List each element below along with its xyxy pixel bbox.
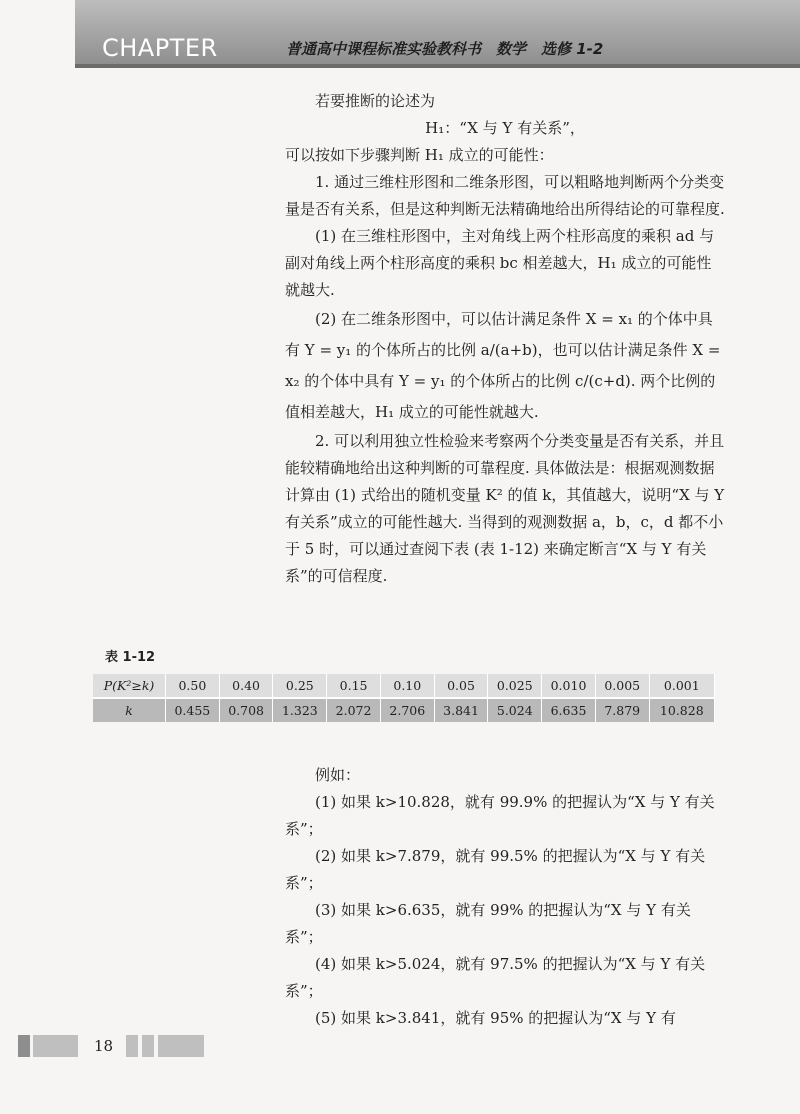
table-cell: 0.10 — [380, 674, 434, 698]
table-cell: 0.15 — [327, 674, 381, 698]
table-cell: 1.323 — [273, 698, 327, 722]
example-item: (1) 如果 k>10.828，就有 99.9% 的把握认为“X 与 Y 有关系”； — [285, 793, 715, 838]
table-cell: 0.50 — [166, 674, 220, 698]
table-row-k — [93, 698, 715, 722]
table-cell: 0.40 — [219, 674, 273, 698]
footer-block — [33, 1035, 78, 1057]
example-item: (2) 如果 k>7.879，就有 99.5% 的把握认为“X 与 Y 有关系”； — [285, 847, 706, 892]
paragraph-step-1: 1. 通过三维柱形图和二维条形图，可以粗略地判断两个分类变量是否有关系，但是这种判断无法精确地给出所得结论的可靠程度. — [285, 173, 725, 218]
chapter-label: CHAPTER — [102, 34, 218, 62]
examples-intro: 例如： — [315, 766, 361, 784]
table-cell: 7.879 — [595, 698, 649, 722]
hypothesis-h1: H₁：“X 与 Y 有关系”， — [425, 119, 585, 137]
footer-block — [142, 1035, 154, 1057]
table-cell: 5.024 — [488, 698, 542, 722]
table-cell: 0.025 — [488, 674, 542, 698]
critical-value-table — [93, 674, 715, 722]
table-cell: 3.841 — [434, 698, 488, 722]
table-cell: 0.05 — [434, 674, 488, 698]
footer-block — [158, 1035, 204, 1057]
table-cell: 2.072 — [327, 698, 381, 722]
paragraph-3d-chart: (1) 在三维柱形图中，主对角线上两个柱形高度的乘积 ad 与副对角线上两个柱形高度的乘积 bc 相差越大，H₁ 成立的可能性就越大. — [285, 227, 715, 299]
table-head-probability: P(K²≥k) — [93, 674, 166, 698]
example-item: (3) 如果 k>6.635，就有 99% 的把握认为“X 与 Y 有关系”； — [285, 901, 691, 946]
table-cell: 0.25 — [273, 674, 327, 698]
table-cell: 10.828 — [649, 698, 714, 722]
table-cell: 0.455 — [166, 698, 220, 722]
body-text-top — [285, 88, 725, 590]
page-number: 18 — [94, 1037, 114, 1055]
book-title: 普通高中课程标准实验教科书 数学 选修 1-2 — [286, 40, 604, 58]
footer-block — [18, 1035, 30, 1057]
example-item: (4) 如果 k>5.024，就有 97.5% 的把握认为“X 与 Y 有关系”； — [285, 955, 706, 1000]
footer-block — [126, 1035, 138, 1057]
table-row-probability — [93, 674, 715, 698]
table-cell: 0.010 — [542, 674, 596, 698]
table-cell: 0.001 — [649, 674, 714, 698]
paragraph-step-2: 2. 可以利用独立性检验来考察两个分类变量是否有关系，并且能较精确地给出这种判断的可靠程度. 具体做法是：根据观测数据计算由 (1) 式给出的随机变量 K² 的值 k，其值越大，说明“X 与 Y 有关系”成立的可能性越大. 当得到的观测数据 a，b，c，d 都不小于 5 时，可以通过查阅下表 (表 1-12) 来确定断言“X 与 Y 有关系”的可信程度. — [285, 432, 725, 585]
table-cell: 6.635 — [542, 698, 596, 722]
paragraph-2d-chart: (2) 在二维条形图中，可以估计满足条件 X = x₁ 的个体中具有 Y = y₁ 的个体所占的比例 a/(a+b)，也可以估计满足条件 X = x₂ 的个体中具有 Y = y₁ 的个体所占的比例 c/(c+d). 两个比例的值相差越大，H₁ 成立的可能性就越大. — [285, 310, 721, 421]
paragraph-intro: 若要推断的论述为 — [315, 92, 436, 110]
example-item: (5) 如果 k>3.841，就有 95% 的把握认为“X 与 Y 有 — [315, 1009, 676, 1027]
table-head-k: k — [93, 698, 166, 722]
table-cell: 0.005 — [595, 674, 649, 698]
table-label: 表 1-12 — [105, 650, 156, 665]
paragraph-steps: 可以按如下步骤判断 H₁ 成立的可能性： — [285, 146, 554, 164]
table-cell: 0.708 — [219, 698, 273, 722]
body-text-examples — [285, 762, 725, 1032]
table-cell: 2.706 — [380, 698, 434, 722]
